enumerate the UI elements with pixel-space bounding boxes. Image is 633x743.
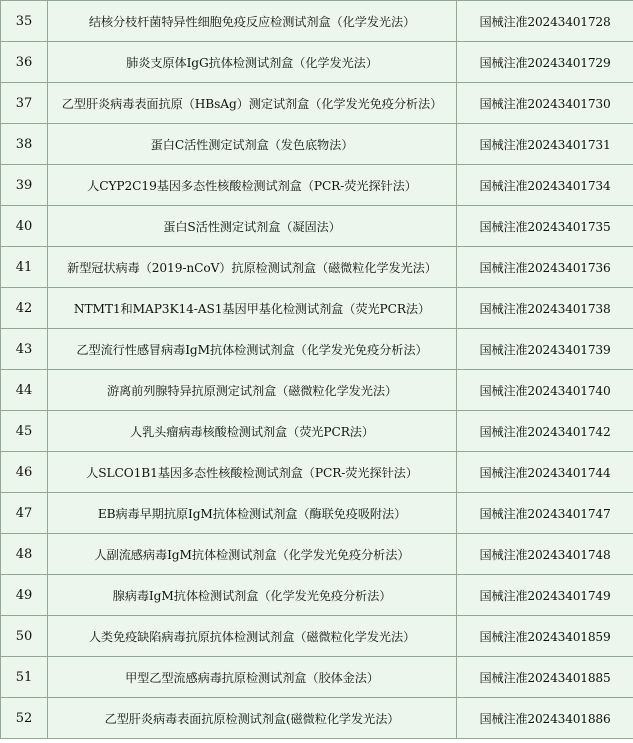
registration-number-cell: 国械注准20243401729 [457, 42, 633, 83]
row-number-cell: 50 [1, 616, 48, 657]
product-name-cell: 乙型肝炎病毒表面抗原（HBsAg）测定试剂盒（化学发光免疫分析法） [48, 83, 457, 124]
registration-number-cell: 国械注准20243401859 [457, 616, 633, 657]
table-row [1, 452, 633, 493]
table-row [1, 288, 633, 329]
table-row [1, 1, 633, 42]
product-name-cell: 乙型流行性感冒病毒IgM抗体检测试剂盒（化学发光免疫分析法） [48, 329, 457, 370]
product-name-cell: 蛋白S活性测定试剂盒（凝固法） [48, 206, 457, 247]
registration-number-cell: 国械注准20243401734 [457, 165, 633, 206]
row-number-cell: 37 [1, 83, 48, 124]
row-number-cell: 48 [1, 534, 48, 575]
product-name-cell: 结核分枝杆菌特异性细胞免疫反应检测试剂盒（化学发光法） [48, 1, 457, 42]
row-number-cell: 43 [1, 329, 48, 370]
product-name-cell: 新型冠状病毒（2019-nCoV）抗原检测试剂盒（磁微粒化学发光法） [48, 247, 457, 288]
row-number-cell: 36 [1, 42, 48, 83]
registration-number-cell: 国械注准20243401738 [457, 288, 633, 329]
product-name-cell: NTMT1和MAP3K14-AS1基因甲基化检测试剂盒（荧光PCR法） [48, 288, 457, 329]
registration-number-cell: 国械注准20243401731 [457, 124, 633, 165]
row-number-cell: 41 [1, 247, 48, 288]
table-row [1, 657, 633, 698]
table-row [1, 534, 633, 575]
registration-number-cell: 国械注准20243401736 [457, 247, 633, 288]
row-number-cell: 39 [1, 165, 48, 206]
product-name-cell: 人类免疫缺陷病毒抗原抗体检测试剂盒（磁微粒化学发光法） [48, 616, 457, 657]
table-row [1, 206, 633, 247]
registration-number-cell: 国械注准20243401728 [457, 1, 633, 42]
row-number-cell: 45 [1, 411, 48, 452]
registration-number-cell: 国械注准20243401747 [457, 493, 633, 534]
product-name-cell: 人SLCO1B1基因多态性核酸检测试剂盒（PCR-荧光探针法） [48, 452, 457, 493]
registration-number-cell: 国械注准20243401749 [457, 575, 633, 616]
product-name-cell: 人副流感病毒IgM抗体检测试剂盒（化学发光免疫分析法） [48, 534, 457, 575]
row-number-cell: 46 [1, 452, 48, 493]
row-number-cell: 47 [1, 493, 48, 534]
row-number-cell: 40 [1, 206, 48, 247]
table-row [1, 616, 633, 657]
product-name-cell: 人乳头瘤病毒核酸检测试剂盒（荧光PCR法） [48, 411, 457, 452]
registration-table-body [1, 1, 633, 739]
registration-number-cell: 国械注准20243401742 [457, 411, 633, 452]
row-number-cell: 52 [1, 698, 48, 739]
product-name-cell: 肺炎支原体IgG抗体检测试剂盒（化学发光法） [48, 42, 457, 83]
table-row [1, 370, 633, 411]
product-name-cell: 人CYP2C19基因多态性核酸检测试剂盒（PCR-荧光探针法） [48, 165, 457, 206]
table-row [1, 411, 633, 452]
table-row [1, 329, 633, 370]
product-name-cell: EB病毒早期抗原IgM抗体检测试剂盒（酶联免疫吸附法） [48, 493, 457, 534]
row-number-cell: 44 [1, 370, 48, 411]
product-name-cell: 腺病毒IgM抗体检测试剂盒（化学发光免疫分析法） [48, 575, 457, 616]
table-row [1, 83, 633, 124]
table-row [1, 698, 633, 739]
registration-number-cell: 国械注准20243401886 [457, 698, 633, 739]
table-row [1, 124, 633, 165]
table-row [1, 165, 633, 206]
product-name-cell: 甲型乙型流感病毒抗原检测试剂盒（胶体金法） [48, 657, 457, 698]
registration-number-cell: 国械注准20243401740 [457, 370, 633, 411]
row-number-cell: 51 [1, 657, 48, 698]
product-name-cell: 蛋白C活性测定试剂盒（发色底物法） [48, 124, 457, 165]
table-row [1, 42, 633, 83]
registration-number-cell: 国械注准20243401730 [457, 83, 633, 124]
registration-number-cell: 国械注准20243401744 [457, 452, 633, 493]
registration-number-cell: 国械注准20243401885 [457, 657, 633, 698]
registration-number-cell: 国械注准20243401748 [457, 534, 633, 575]
product-name-cell: 游离前列腺特异抗原测定试剂盒（磁微粒化学发光法） [48, 370, 457, 411]
table-row [1, 247, 633, 288]
row-number-cell: 38 [1, 124, 48, 165]
row-number-cell: 35 [1, 1, 48, 42]
table-row [1, 493, 633, 534]
product-name-cell: 乙型肝炎病毒表面抗原检测试剂盒(磁微粒化学发光法） [48, 698, 457, 739]
registration-number-cell: 国械注准20243401739 [457, 329, 633, 370]
row-number-cell: 49 [1, 575, 48, 616]
row-number-cell: 42 [1, 288, 48, 329]
table-row [1, 575, 633, 616]
registration-number-cell: 国械注准20243401735 [457, 206, 633, 247]
